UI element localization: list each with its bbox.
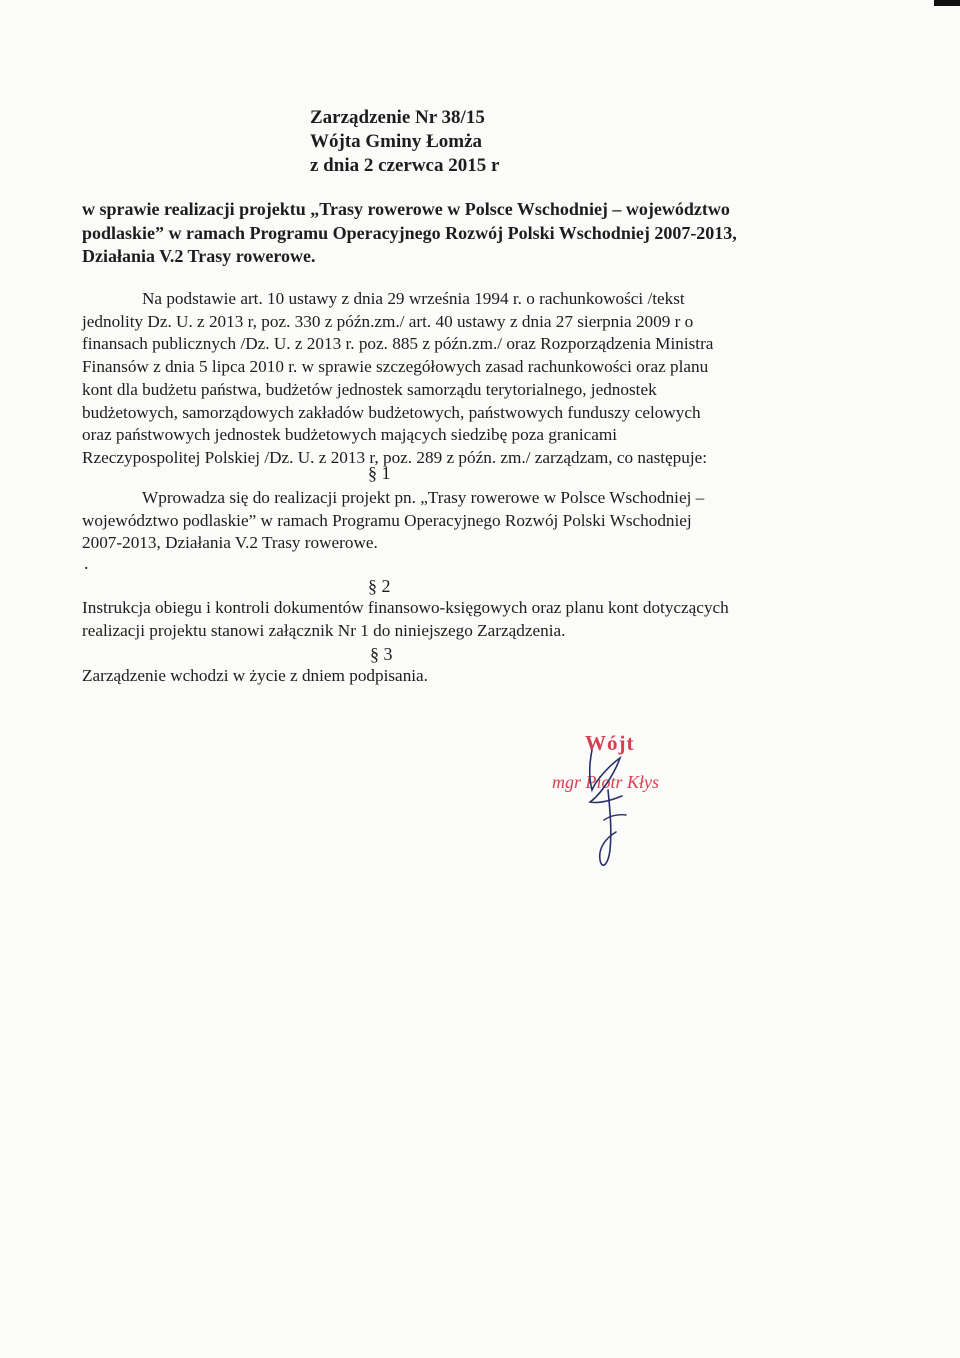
subject-line: w sprawie realizacji projektu „Trasy rowerowe w Polsce Wschodniej – województwo xyxy=(82,199,730,219)
legal-basis-paragraph xyxy=(82,288,713,470)
paragraph-line: budżetowych, samorządowych zakładów budżetowych, państwowych funduszy celowych xyxy=(82,402,701,422)
scan-corner-mark xyxy=(934,0,960,6)
paragraph-line: Wprowadza się do realizacji projekt pn. „Trasy rowerowe w Polsce Wschodniej – xyxy=(142,488,705,507)
section-3-mark: § 3 xyxy=(370,644,393,664)
paragraph-line: realizacji projektu stanowi załącznik Nr 1 do niniejszego Zarządzenia. xyxy=(82,620,566,640)
document-header xyxy=(310,106,499,178)
paragraph-line: Rzeczypospolitej Polskiej /Dz. U. z 2013 r, poz. 289 z późn. zm./ zarządzam, co następuje: xyxy=(82,447,708,467)
paragraph-line: finansach publicznych /Dz. U. z 2013 r. poz. 885 z późn.zm./ oraz Rozporządzenia Ministra xyxy=(82,334,714,354)
header-date: z dnia 2 czerwca 2015 r xyxy=(310,155,500,176)
section-3-text xyxy=(82,665,428,688)
section-2-text xyxy=(82,597,729,642)
header-issuer: Wójta Gminy Łomża xyxy=(310,131,483,152)
stamp-name: mgr Piotr Kłys xyxy=(552,772,660,792)
header-title: Zarządzenie Nr 38/15 xyxy=(310,107,485,128)
subject-line: podlaskie” w ramach Programu Operacyjnego Rozwój Polski Wschodniej 2007-2013, xyxy=(82,222,737,243)
document-subject xyxy=(82,198,822,269)
paragraph-line: Finansów z dnia 5 lipca 2010 r. w sprawie szczegółowych zasad rachunkowości oraz planu xyxy=(82,357,709,377)
section-1-text xyxy=(82,487,704,555)
paragraph-line: Zarządzenie wchodzi w życie z dniem podpisania. xyxy=(82,666,428,685)
handwritten-signature xyxy=(530,720,730,900)
paragraph-line: jednolity Dz. U. z 2013 r, poz. 330 z późn.zm./ art. 40 ustawy z dnia 27 sierpnia 2009 r o xyxy=(82,311,694,331)
paragraph-line: oraz państwowych jednostek budżetowych mających siedzibę poza granicami xyxy=(82,425,617,445)
paragraph-line: 2007-2013, Działania V.2 Trasy rowerowe. xyxy=(82,533,378,553)
paragraph-line: województwo podlaskie” w ramach Programu Operacyjnego Rozwój Polski Wschodniej xyxy=(82,510,692,530)
paragraph-line: Instrukcja obiegu i kontroli dokumentów finansowo-księgowych oraz planu kont dotyczących xyxy=(82,598,729,617)
paragraph-line: Na podstawie art. 10 ustawy z dnia 29 września 1994 r. o rachunkowości /tekst xyxy=(142,289,685,308)
stamp-title: Wójt xyxy=(585,731,635,755)
section-2-mark: § 2 xyxy=(368,576,391,596)
section-1-mark: § 1 xyxy=(368,463,391,483)
stray-dot: . xyxy=(84,553,89,573)
subject-line: Działania V.2 Trasy rowerowe. xyxy=(82,246,316,266)
paragraph-line: kont dla budżetu państwa, budżetów jednostek samorządu terytorialnego, jednostek xyxy=(82,379,657,399)
